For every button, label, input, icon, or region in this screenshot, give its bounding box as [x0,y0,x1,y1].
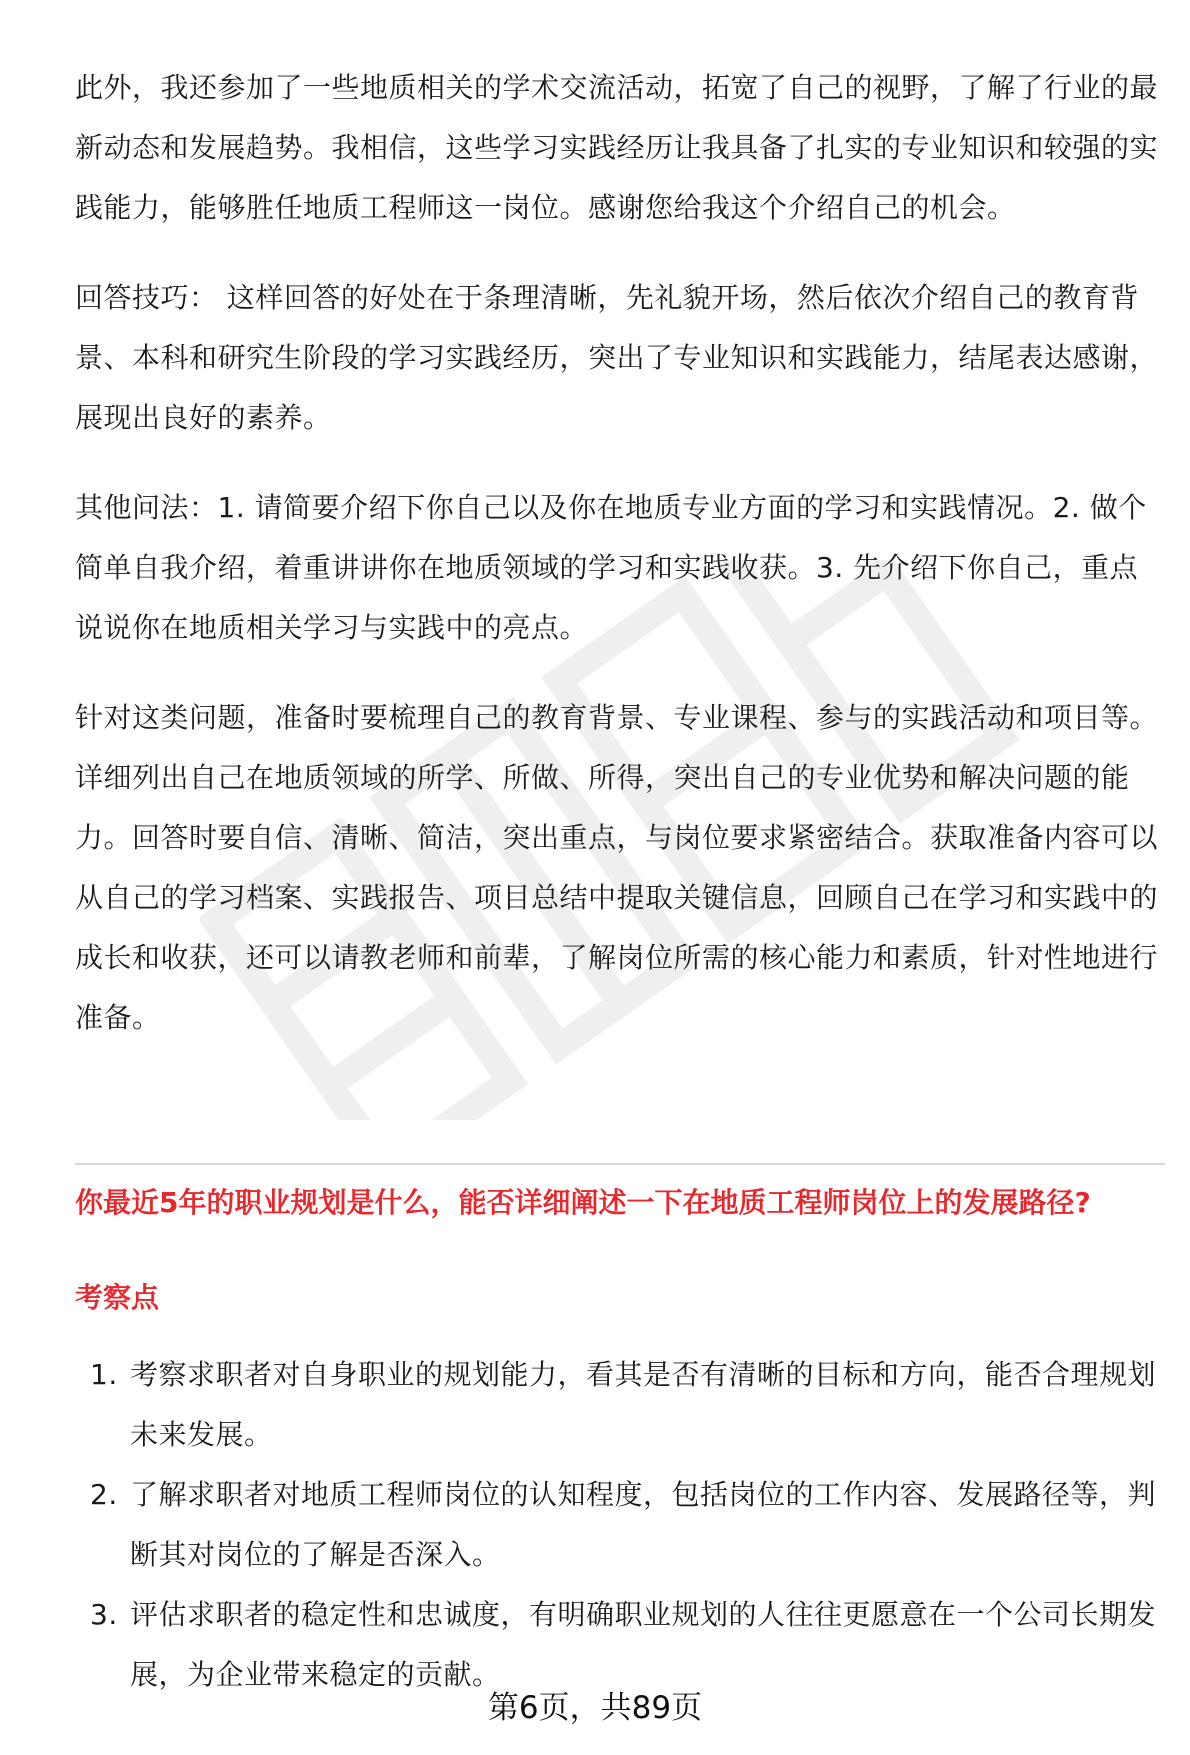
list-item-number: 1. [90,1358,118,1391]
paragraph-academic-activities: 此外，我还参加了一些地质相关的学术交流活动，拓宽了自己的视野，了解了行业的最新动态和发展趋势。我相信，这些学习实践经历让我具备了扎实的专业知识和较强的实践能力，能够胜任地质工程师这一岗位。感谢您给我这个介绍自己的机会。 [75,71,1159,224]
page-number: 第6页，共89页 [487,1690,703,1726]
assessment-points-list [75,1345,1165,1705]
list-item-text: 评估求职者的稳定性和忠诚度，有明确职业规划的人往往更愿意在一个公司长期发展，为企业带来稳定的贡献。 [130,1598,1157,1691]
assessment-points-heading: 考察点 [75,1281,160,1314]
list-item-text: 了解求职者对地质工程师岗位的认知程度，包括岗位的工作内容、发展路径等，判断其对岗位的了解是否深入。 [130,1478,1157,1571]
paragraph-preparation-advice: 针对这类问题，准备时要梳理自己的教育背景、专业课程、参与的实践活动和项目等。详细列出自己在地质领域的所学、所做、所得，突出自己的专业优势和解决问题的能力。回答时要自信、清晰、简洁，突出重点，与岗位要求紧密结合。获取准备内容可以从自己的学习档案、实践报告、项目总结中提取关键信息，回顾自己在学习和实践中的成长和收获，还可以请教老师和前辈，了解岗位所需的核心能力和素质，针对性地进行准备。 [75,701,1159,1034]
body-text [75,58,1165,1048]
list-item-number: 2. [90,1478,118,1511]
paragraph-answer-tips: 回答技巧： 这样回答的好处在于条理清晰，先礼貌开场，然后依次介绍自己的教育背景、本科和研究生阶段的学习实践经历，突出了专业知识和实践能力，结尾表达感谢，展现出良好的素养。 [75,281,1159,434]
list-item-text: 考察求职者对自身职业的规划能力，看其是否有清晰的目标和方向，能否合理规划未来发展。 [130,1358,1157,1451]
list-item-number: 3. [90,1598,118,1631]
section-divider [75,1163,1165,1165]
interview-question-heading: 你最近5年的职业规划是什么，能否详细阐述一下在地质工程师岗位上的发展路径? [75,1186,1091,1219]
list-item [75,1465,1165,1585]
list-item [75,1585,1165,1705]
list-item [75,1345,1165,1465]
paragraph-other-questions: 其他问法：1. 请简要介绍下你自己以及你在地质专业方面的学习和实践情况。2. 做个简单自我介绍，着重讲讲你在地质领域的学习和实践收获。3. 先介绍下你自己，重点说说你在地质相关学习与实践中的亮点。 [75,491,1147,644]
